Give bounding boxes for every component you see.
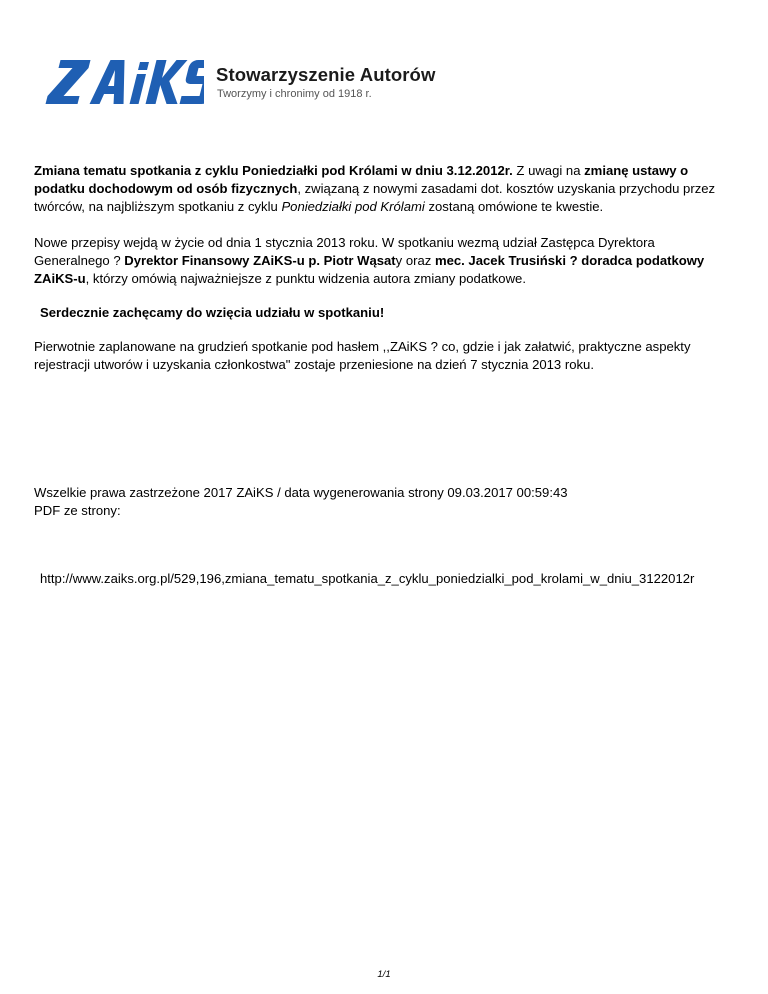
bold-span: Dyrektor Finansowy ZAiKS-u p. Piotr Wąsat xyxy=(124,253,396,268)
article-body xyxy=(34,162,734,374)
org-name: Stowarzyszenie Autorów xyxy=(216,64,436,85)
text-span: zostaną omówione te kwestie. xyxy=(428,199,604,214)
text-span: Z uwagi na xyxy=(512,163,585,178)
source-url[interactable]: http://www.zaiks.org.pl/529,196,zmiana_tematu_spotkania_z_cyklu_poniedzialki_pod_krolami_w_dniu_3122012r xyxy=(40,571,695,586)
text-span: y oraz xyxy=(395,253,435,268)
copyright-line: Wszelkie prawa zastrzeżone 2017 ZAiKS / data wygenerowania strony 09.03.2017 00:59:43 xyxy=(34,485,568,500)
article-title: Zmiana tematu spotkania z cyklu Poniedziałki pod Królami w dniu 3.12.2012r. xyxy=(34,163,513,178)
bold-span: zmianę ustawy o podatku dochodowym od osób fizycznych xyxy=(34,163,689,196)
zaiks-logo xyxy=(44,54,204,110)
org-tagline: Tworzymy i chronimy od 1918 r. xyxy=(217,88,372,100)
article-paragraph xyxy=(34,162,734,216)
article-paragraph: Pierwotnie zaplanowane na grudzień spotkanie pod hasłem ,,ZAiKS ? co, gdzie i jak załatwić, praktyczne aspekty rejestracji utworów i uzyskania członkostwa" zostaje przeniesione na dzień 7 stycznia 2013 roku. xyxy=(34,339,691,372)
text-span: , którzy omówią najważniejsze z punktu widzenia autora zmiany podatkowe. xyxy=(85,271,526,286)
pdf-footer xyxy=(34,484,734,520)
text-span: , związaną z nowymi zasadami dot. kosztów uzyskania przychodu przez twórców, na najbliższym spotkaniu z cyklu xyxy=(34,181,716,214)
page-number: 1/1 xyxy=(377,969,391,980)
series-name: Poniedziałki pod Królami xyxy=(281,199,429,214)
bold-span: mec. Jacek Trusiński ? doradca podatkowy ZAiKS-u xyxy=(34,253,705,286)
bold-span: Serdecznie zachęcamy do wzięcia udziału w spotkaniu! xyxy=(40,305,385,320)
zaiks-logo-graphic xyxy=(44,54,204,110)
invitation-line xyxy=(34,304,734,322)
pdf-source-label: PDF ze strony: xyxy=(34,503,121,518)
text-span: Nowe przepisy wejdą w życie od dnia 1 stycznia 2013 roku. W spotkaniu wezmą udział Zastępca Dyrektora Generalnego ? xyxy=(34,235,655,268)
article-paragraph xyxy=(34,234,734,288)
site-header xyxy=(44,54,464,110)
